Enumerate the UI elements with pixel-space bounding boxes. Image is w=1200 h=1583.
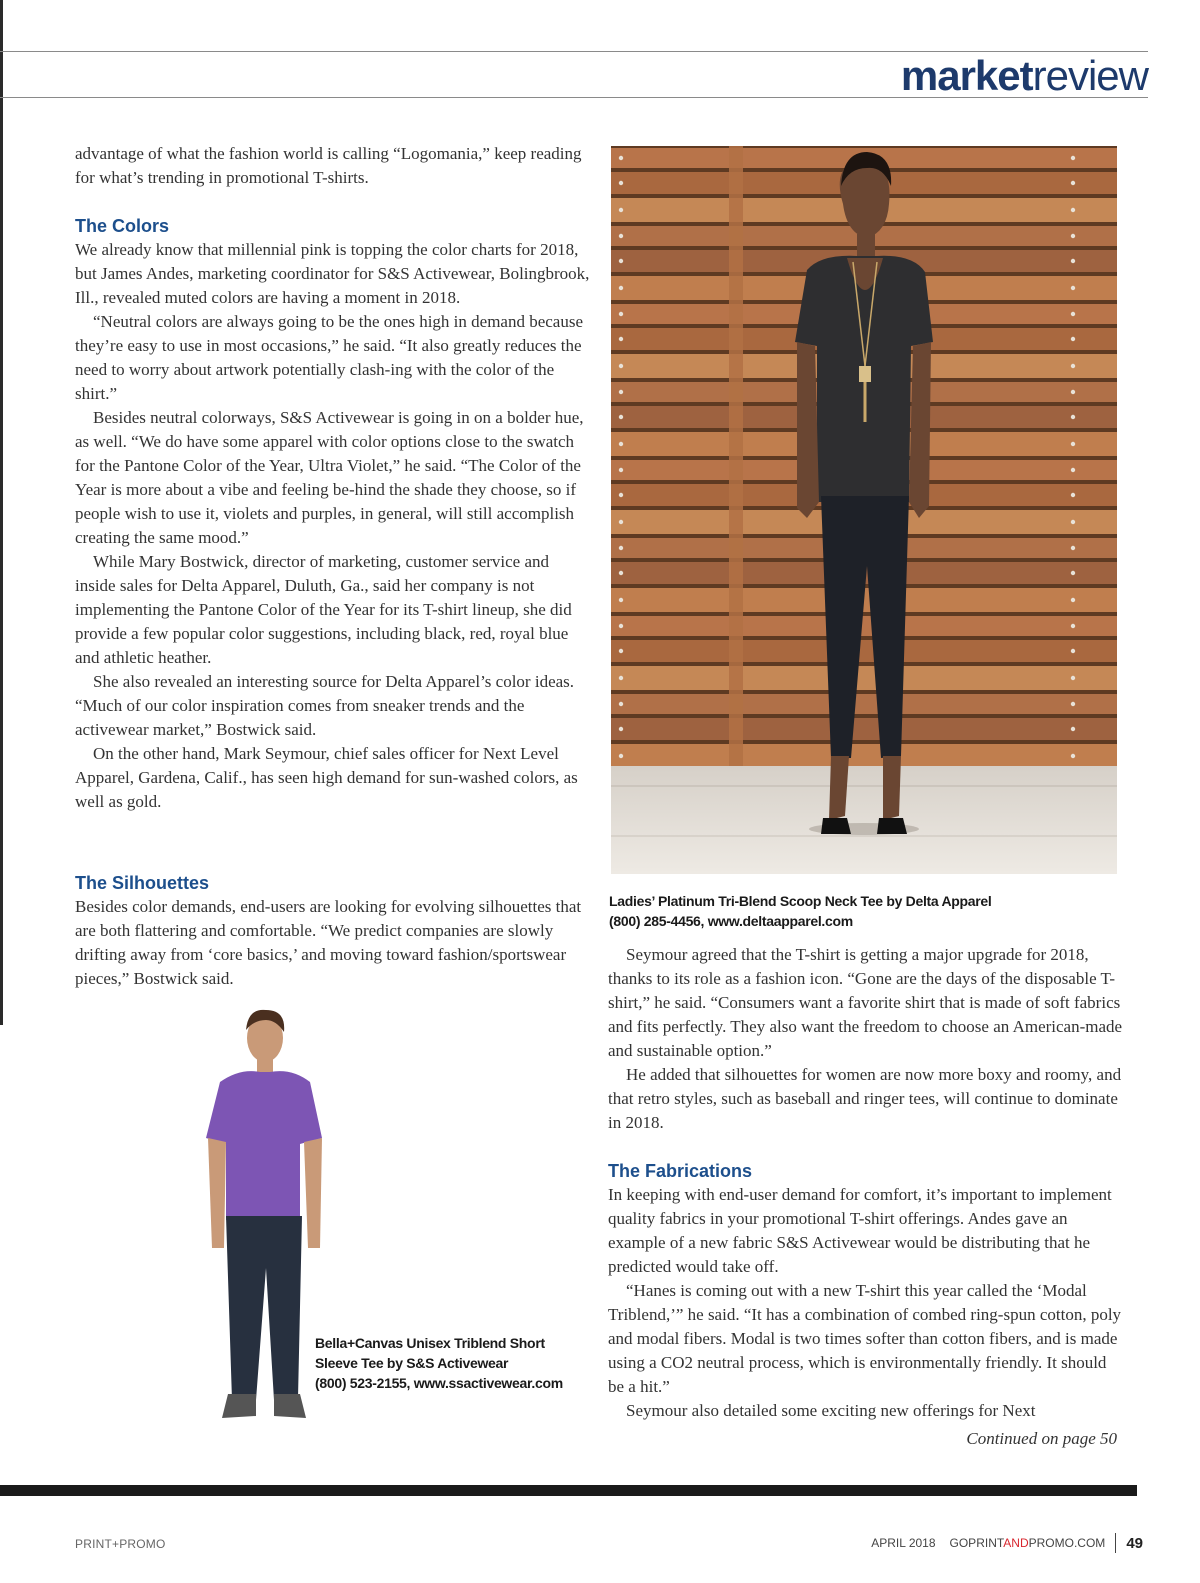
footer-bar [0, 1485, 1137, 1496]
footer-website-part-3: PROMO.COM [1028, 1536, 1106, 1550]
heading-the-silhouettes: The Silhouettes [75, 873, 210, 893]
intro-paragraph: advantage of what the fashion world is calling “Logomania,” keep reading for what’s trending in promotional T-shirts. [75, 144, 582, 187]
bella-canvas-caption [315, 1333, 565, 1393]
seymour-paragraph-1: Seymour agreed that the T-shirt is getting a major upgrade for 2018, thanks to its role as a fashion icon. “Gone are the days of the disposable T-shirt,” he said. “Consumers want a favorite shirt that is made of soft fabrics and fits perfectly. They also want the freedom to choose an American-made and sustainable option.” [608, 945, 1123, 1060]
colors-paragraph-2: “Neutral colors are always going to be the ones high in demand because they’re easy to use in most occasions,” he said. “It also greatly reduces the need to worry about artwork potentially clash-ing with the color of the shirt.” [75, 312, 584, 403]
bella-canvas-model-photo [200, 1008, 330, 1426]
footer-website-part-1: GOPRINT [949, 1536, 1004, 1550]
colors-paragraph-4: While Mary Bostwick, director of marketing, customer service and inside sales for Delta Apparel, Duluth, Ga., said her company is not implementing the Pantone Color of the Year for its T-shirt lineup, she did provide a few popular color suggestions, including black, red, royal blue and athletic heather. [75, 552, 572, 667]
left-column-top [75, 142, 590, 814]
footer-info [871, 1533, 1143, 1553]
continued-link[interactable]: Continued on page 50 [966, 1429, 1117, 1448]
colors-paragraph-1: We already know that millennial pink is topping the color charts for 2018, but James Andes, marketing coordinator for S&S Activewear, Bolingbrook, Ill., revealed muted colors are having a moment in 2018. [75, 240, 590, 307]
heading-the-colors: The Colors [75, 216, 170, 236]
footer-divider [1115, 1533, 1116, 1553]
delta-apparel-caption [609, 891, 1029, 931]
fabrications-paragraph-1: In keeping with end-user demand for comfort, it’s important to implement quality fabrics in your promotional T-shirt offerings. Andes gave an example of a new fabric S&S Activewear would be distributing that he predicted would take off. [608, 1185, 1112, 1276]
section-title-bold: market [900, 52, 1033, 99]
footer-publication: PRINT+PROMO [75, 1537, 166, 1551]
section-title [901, 50, 1148, 102]
section-title-light: review [1032, 52, 1148, 99]
caption-product-name-2: Sleeve Tee by S&S Activewear [315, 1355, 509, 1371]
footer-website-part-2: AND [1003, 1536, 1029, 1550]
heading-the-fabrications: The Fabrications [608, 1161, 753, 1181]
delta-apparel-model-photo [611, 146, 1117, 874]
seymour-paragraph-2: He added that silhouettes for women are now more boxy and roomy, and that retro styles, such as baseball and ringer tees, will continue to dominate in 2018. [608, 1065, 1122, 1132]
caption-product-name-1: Bella+Canvas Unisex Triblend Short [315, 1335, 545, 1351]
right-column [608, 943, 1123, 1423]
silhouettes-paragraph: Besides color demands, end-users are looking for evolving silhouettes that are both flattering and comfortable. “We predict companies are slowly drifting away from ‘core basics,’ and moving toward fashion/sportswear pieces,” Bostwick said. [75, 897, 582, 988]
fabrications-paragraph-3: Seymour also detailed some exciting new offerings for Next [626, 1401, 1036, 1420]
footer-issue-date: APRIL 2018 [871, 1536, 936, 1550]
footer-website[interactable] [950, 1536, 1106, 1550]
page-edge-bar [0, 0, 3, 1025]
caption-contact: (800) 285-4456, www.deltaapparel.com [609, 913, 853, 929]
colors-paragraph-5: She also revealed an interesting source for Delta Apparel’s color ideas. “Much of our color inspiration comes from sneaker trends and the activewear market,” Bostwick said. [75, 672, 575, 739]
left-column-bottom [75, 871, 590, 991]
caption-contact: (800) 523-2155, www.ssactivewear.com [315, 1375, 563, 1391]
colors-paragraph-6: On the other hand, Mark Seymour, chief sales officer for Next Level Apparel, Gardena, Calif., has seen high demand for sun-washed colors, as well as gold. [75, 744, 578, 811]
colors-paragraph-3: Besides neutral colorways, S&S Activewear is going in on a bolder hue, as well. “We do have some apparel with color options close to the swatch for the Pantone Color of the Year, Ultra Violet,” he said. “The Color of the Year is more about a vibe and feeling be-hind the shade they choose, so if people wish to use it, violets and purples, in general, will still accomplish creating the same mood.” [75, 408, 584, 547]
page-number: 49 [1126, 1534, 1143, 1552]
caption-product-name: Ladies’ Platinum Tri-Blend Scoop Neck Tee by Delta Apparel [609, 893, 992, 909]
fabrications-paragraph-2: “Hanes is coming out with a new T-shirt this year called the ‘Modal Triblend,’” he said. “It has a combination of combed ring-spun cotton, poly and modal fibers. Modal is two times softer than cotton fibers, and is made using a CO2 neutral process, which is environmentally friendly. It should be a hit.” [608, 1281, 1122, 1396]
